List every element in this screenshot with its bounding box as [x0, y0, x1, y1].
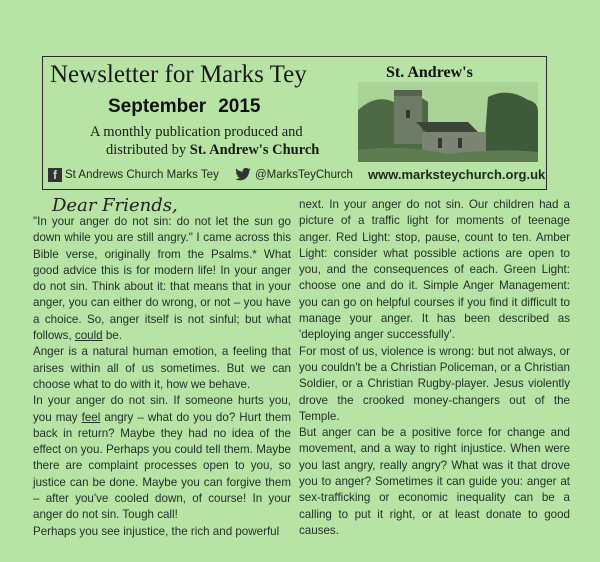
left-p3-end: angry – what do you do? Hurt them back in return? Maybe they had no idea of the effect on you. Perhaps you could tell them. Maybe there are complaint processes open to you, so justice can be done. Maybe you can forgive them – after you've cooled down, of course! In your anger do not sin. Tough call! — [33, 410, 291, 522]
newsletter-title: Newsletter for Marks Tey — [50, 61, 307, 88]
left-paragraph-4: Perhaps you see injustice, the rich and powerful — [33, 524, 280, 538]
right-paragraph-1: next. In your anger do not sin. Our children had a picture of a traffic light for moments of teenage anger. Red Light: stop, pause, count to ten. Amber Light: consider what possible actions are open to you, and the consequences of each. Green Light: choose one and do it. Simple Anger Management: you can go on helpful courses if you find it difficult to manage your anger. It has been described as 'deploying anger successfully'. — [299, 198, 570, 342]
letter-greeting: Dear Friends, — [52, 195, 178, 216]
subtitle-line-1: A monthly publication produced and — [90, 124, 303, 140]
church-name: St. Andrew's — [386, 64, 473, 81]
left-p1-end: be. — [102, 329, 122, 343]
left-p3-text: In your anger do not sin. If someone hurts you, you may — [33, 394, 291, 424]
church-photo — [358, 82, 538, 162]
subtitle-church: St. Andrew's Church — [189, 142, 320, 158]
letter-left-column — [33, 214, 291, 540]
subtitle-line-2 — [106, 142, 319, 159]
left-paragraph-3 — [33, 393, 291, 523]
left-p3-underlined: feel — [81, 410, 101, 424]
twitter-bird-icon — [234, 168, 252, 182]
right-paragraph-3: But anger can be a positive force for change and movement, and a way to right injustice. When were you last angry, really angry? What was it that drove you to anger? Sometimes it can guide you: anger at sex-trafficking or economic inequality can be a calling to put it right, or at least donate to good causes. — [299, 426, 570, 537]
left-p1-underlined: could — [74, 329, 103, 343]
twitter-link[interactable] — [234, 168, 353, 182]
subtitle-prefix: distributed by — [106, 142, 190, 158]
facebook-label: St Andrews Church Marks Tey — [65, 169, 219, 181]
left-p1-text: "In your anger do not sin: do not let the sun go down while you are still angry." I came across this Bible verse, originally from the Psalms.* What good advice this is for modern life! In your anger do not sin. Think about it: that means that in your anger, you can either do wrong, or not – you have a choice. So, anger itself is not sinful; but what follows, — [33, 215, 291, 343]
facebook-link[interactable] — [48, 168, 219, 182]
issue-month: September — [108, 96, 207, 117]
left-paragraph-2: Anger is a natural human emotion, a feeling that arises within all of us sometimes. But we can choose what to do with it, how we behave. — [33, 345, 291, 391]
twitter-label: @MarksTeyChurch — [255, 169, 353, 181]
letter-right-column — [299, 197, 570, 539]
issue-date — [108, 96, 260, 118]
left-paragraph-1 — [33, 214, 291, 344]
social-links — [48, 166, 546, 186]
right-paragraph-2: For most of us, violence is wrong: but not always, or you couldn't be a Christian Policeman, or a Christian Soldier, or a Christian Rugby-player. Jesus violently drove the crooked money-changers out of the Temple. — [299, 344, 570, 423]
issue-year: 2015 — [218, 96, 261, 117]
facebook-icon: f — [48, 168, 62, 182]
website-link[interactable]: www.marksteychurch.org.uk — [368, 167, 546, 182]
